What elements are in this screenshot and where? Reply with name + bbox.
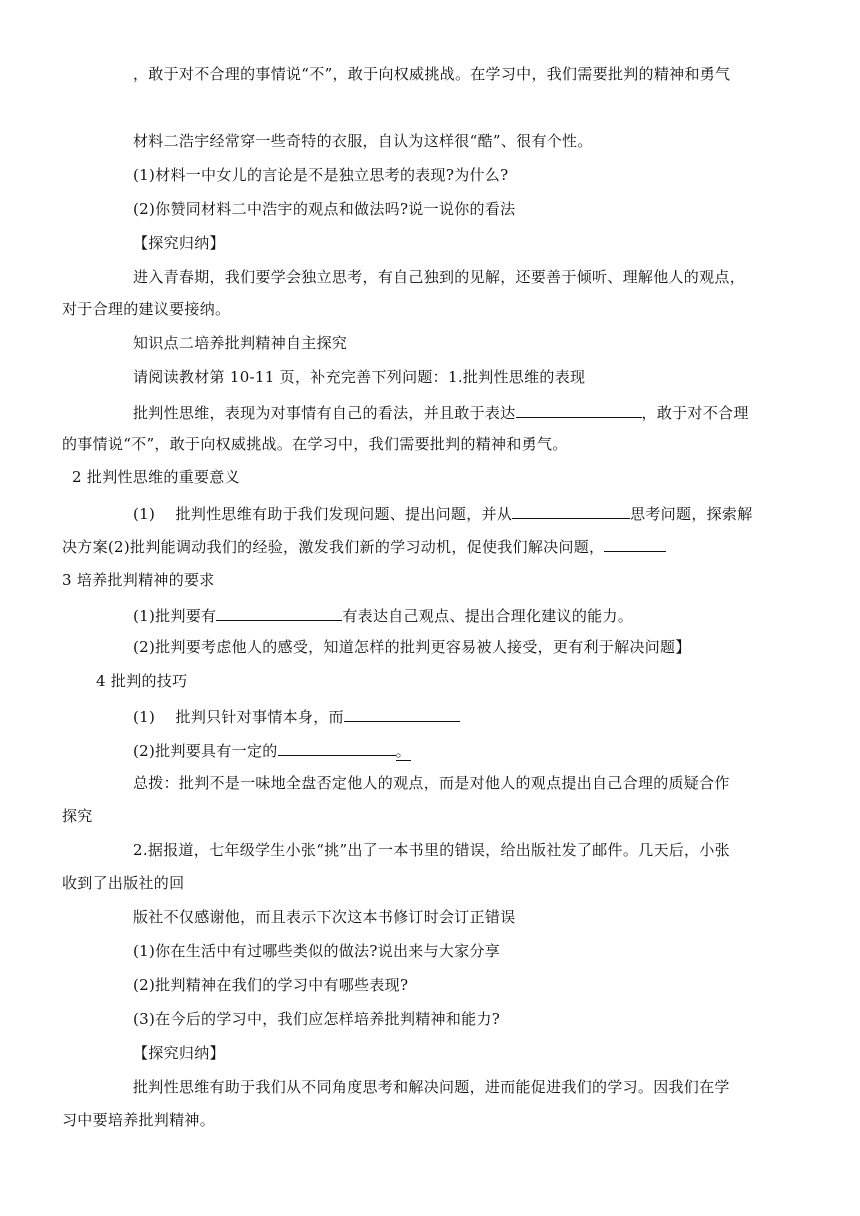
question-2: (2)你赞同材料二中浩宇的观点和做法吗?说一说你的看法	[133, 200, 516, 218]
section-heading-summary: 【探究归纳】	[133, 234, 225, 252]
case-text-line: 2.据报道，七年级学生小张“挑”出了一本书里的错误，给出版社发了邮件。几天后，小张	[133, 841, 730, 859]
text-line: ，敢于对不合理的事情说“不”，敢于向权威挑战。在学习中，我们需要批判的精神和勇气	[133, 65, 731, 83]
text-line: (2)批判要考虑他人的感受，知道怎样的批判更容易被人接受，更有利于解决问题】	[133, 638, 691, 656]
text-line-with-blank: 批判性思维，表现为对事情有自己的看法，并且敢于表达 ，敢于对不合理	[133, 401, 749, 423]
subheading-significance: 2 批判性思维的重要意义	[72, 468, 240, 486]
fill-blank	[278, 739, 396, 756]
text-line: 的事情说“不”，敢于向权威挑战。在学习中，我们需要批判的精神和勇气。	[62, 435, 568, 453]
text-line-with-blank: 决方案(2)批判能调动我们的经验，激发我们新的学习动机，促使我们解决问题，	[62, 535, 666, 557]
text-line-with-blank: (1) 批判性思维有助于我们发现问题、提出问题，并从 思考问题，探索解	[133, 502, 753, 524]
fill-blank	[216, 604, 342, 621]
fill-blank	[512, 502, 630, 519]
case-text-line: 版社不仅感谢他，而且表示下次这本书修订时会订正错误	[133, 908, 516, 926]
fill-blank	[604, 535, 666, 552]
section-heading-summary: 【探究归纳】	[133, 1044, 225, 1062]
summary-text-line: 进入青春期，我们要学会独立思考，有自己独到的见解，还要善于倾听、理解他人的观点，	[133, 268, 746, 286]
summary-text-line: 批判性思维有助于我们从不同角度思考和解决问题，进而能促进我们的学习。因我们在学	[133, 1078, 730, 1096]
case-text-line: 收到了出版社的回	[62, 874, 185, 892]
summary-text-line: 探究	[62, 807, 93, 825]
fill-blank	[344, 705, 460, 722]
summary-text-line: 习中要培养批判精神。	[62, 1111, 216, 1129]
text-line-with-blank: (2)批判要具有一定的 。	[133, 739, 411, 761]
subheading-skills: 4 批判的技巧	[96, 672, 188, 690]
material-two-text: 材料二浩宇经常穿一些奇特的衣服，自认为这样很“酷”、很有个性。	[133, 132, 593, 150]
fill-blank	[516, 401, 642, 418]
text-line-with-blank: (1)批判要有 有表达自己观点、提出合理化建议的能力。	[133, 604, 633, 626]
summary-text-line: 对于合理的建议要接纳。	[62, 300, 231, 318]
instruction-text: 请阅读教材第 10-11 页，补充完善下列问题：1.批判性思维的表现	[133, 368, 586, 386]
question-1: (1)材料一中女儿的言论是不是独立思考的表现?为什么?	[133, 166, 509, 184]
question-1: (1)你在生活中有过哪些类似的做法?说出来与大家分享	[133, 942, 501, 960]
question-2: (2)批判精神在我们的学习中有哪些表现?	[133, 976, 409, 994]
question-3: (3)在今后的学习中，我们应怎样培养批判精神和能力?	[133, 1010, 501, 1028]
summary-text-line: 总拨：批判不是一味地全盘否定他人的观点，而是对他人的观点提出自己合理的质疑合作	[133, 774, 730, 792]
knowledge-point-heading: 知识点二培养批判精神自主探究	[133, 334, 348, 352]
text-line-with-blank: (1) 批判只针对事情本身，而	[133, 705, 460, 727]
subheading-requirements: 3 培养批判精神的要求	[62, 571, 215, 589]
